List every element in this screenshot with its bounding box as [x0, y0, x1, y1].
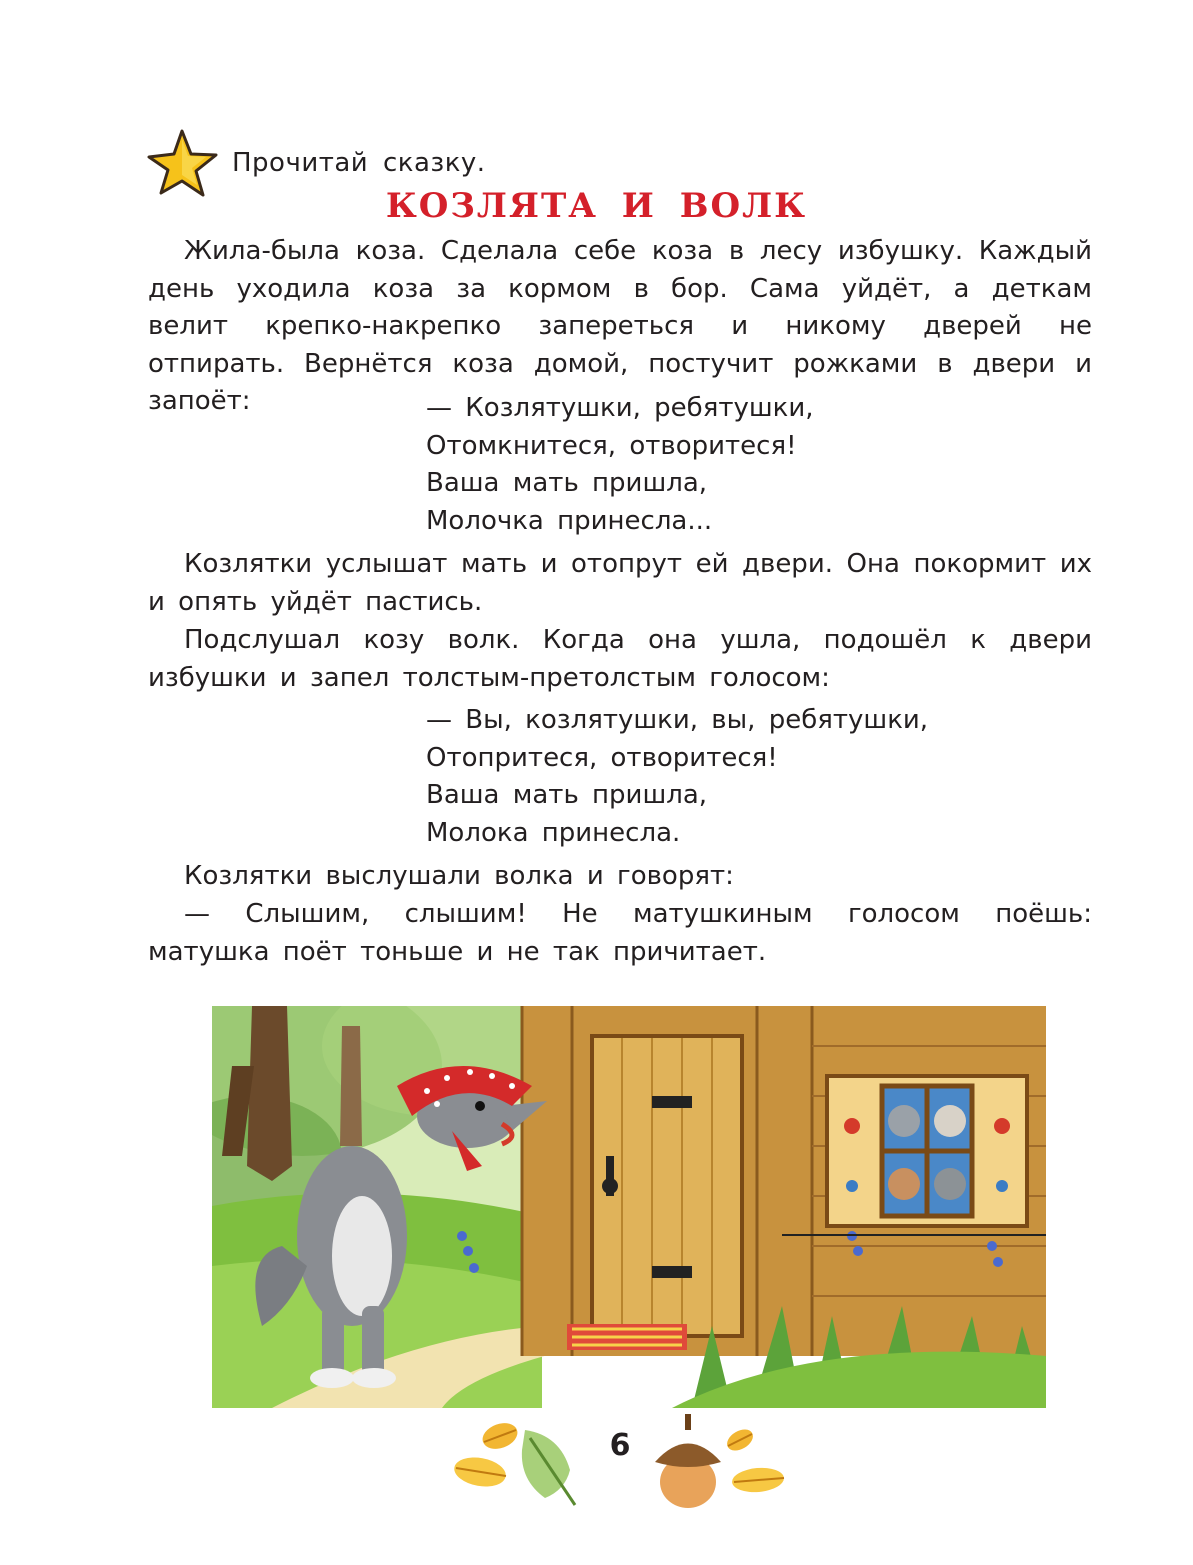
- tree-trunk: [247, 1006, 292, 1181]
- story-title: КОЗЛЯТА И ВОЛК: [385, 186, 808, 226]
- story-illustration: [212, 1006, 1046, 1408]
- paragraph-text: Козлятки услышат мать и отопрут ей двери. Она покормит их и опять уйдёт пастись.: [148, 549, 1092, 617]
- verse-line: Ваша мать пришла,: [426, 780, 708, 810]
- goat-kid-face: [888, 1168, 920, 1200]
- paragraph-2: [148, 546, 1092, 621]
- task-instruction: Прочитай сказку.: [232, 148, 486, 178]
- verse-1: [426, 390, 814, 540]
- autumn-leaf-icon: [479, 1419, 521, 1454]
- autumn-leaf-icon: [731, 1466, 785, 1494]
- verse-line: Отомкнитеся, отворитеся!: [426, 430, 797, 461]
- paragraph-text: Жила-была коза. Сделала себе коза в лесу избушку. Каждый день уходила коза за кормом в бор. Сама уйдёт, а деткам велит крепко-накрепко запереться и никому дверей не отпирать. Вернётся коза домой, постучит рожками в двери и запоёт:: [148, 236, 1092, 416]
- page-number: 6: [609, 1428, 631, 1463]
- verse-line: Ваша мать пришла,: [426, 468, 708, 498]
- goat-kid-face: [934, 1105, 966, 1137]
- goat-kid-face: [888, 1105, 920, 1137]
- footer-decorations: [0, 1410, 1193, 1520]
- paragraph-text: Козлятки выслушали волка и говорят:: [184, 861, 734, 891]
- paragraph-4: [148, 858, 1092, 896]
- verse-line: Отопритеся, отворитеся!: [426, 742, 778, 773]
- paragraph-5: [148, 896, 1092, 971]
- verse-line: — Вы, козлятушки, вы, ребятушки,: [426, 705, 929, 735]
- verse-2: [426, 702, 928, 852]
- autumn-leaf-icon: [723, 1425, 756, 1455]
- oak-leaf-icon: [522, 1430, 575, 1505]
- paragraph-text: — Слышим, слышим! Не матушкиным голосом поёшь: матушка поёт тоньше и не так причитает.: [148, 899, 1092, 967]
- acorn-icon: [655, 1414, 721, 1508]
- paragraph-text: Подслушал козу волк. Когда она ушла, подошёл к двери избушки и запел толстым-претолстым голосом:: [148, 625, 1092, 693]
- verse-line: Молочка принесла...: [426, 505, 713, 536]
- autumn-leaf-icon: [452, 1454, 508, 1491]
- paragraph-3: [148, 622, 1092, 697]
- goat-kid-face: [934, 1168, 966, 1200]
- verse-line: — Козлятушки, ребятушки,: [426, 393, 814, 423]
- verse-line: Молока принесла.: [426, 817, 681, 848]
